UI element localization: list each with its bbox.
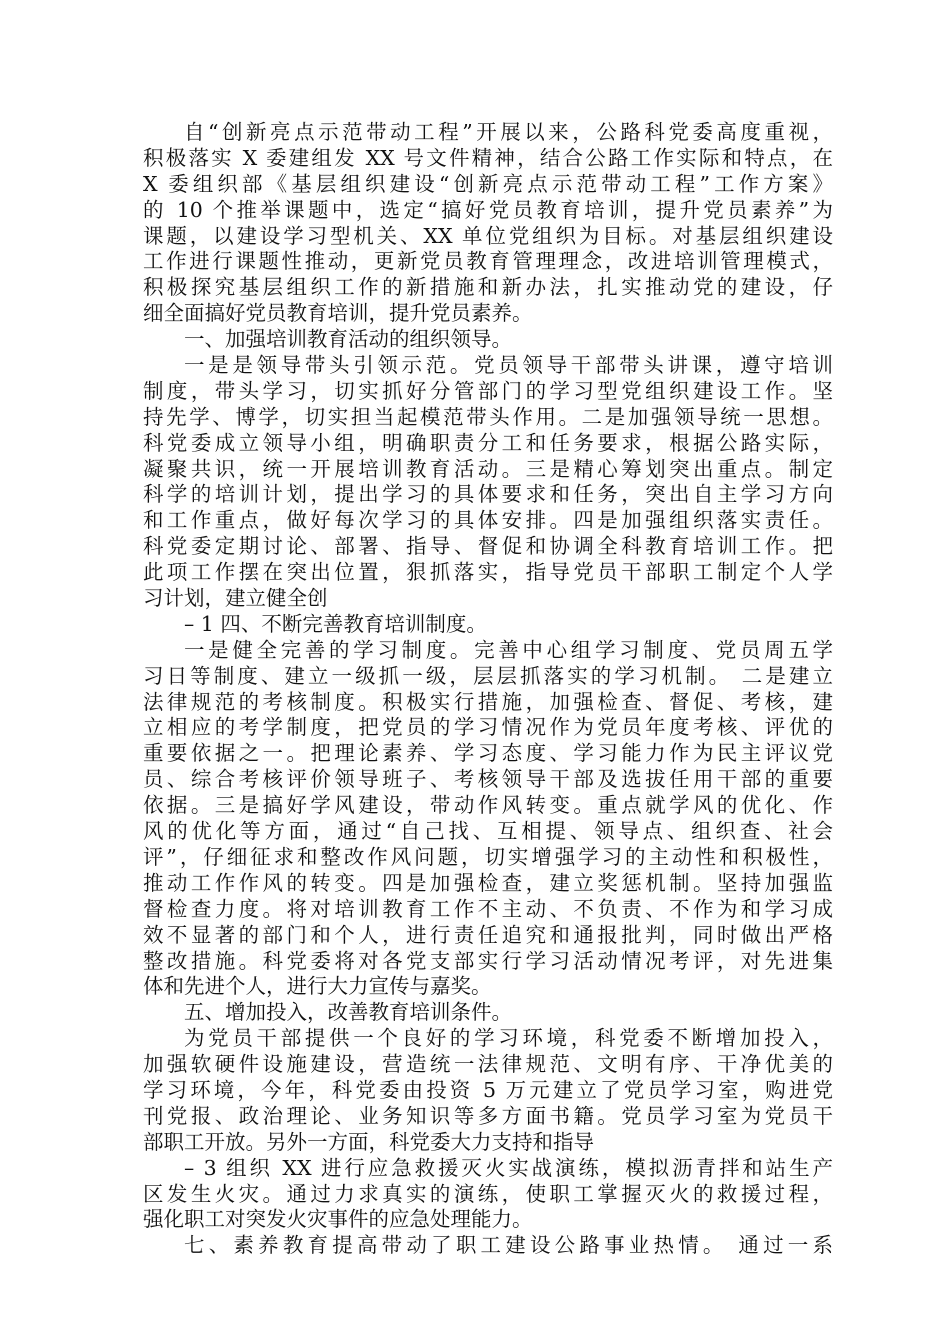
text-line: 为党员干部提供一个良好的学习环境，科党委不断增加投入， [184,1026,833,1051]
text-line: 科党委成立领导小组，明确职责分工和任务要求，根据公路实际， [143,430,833,455]
text-line: X 委组织部《基层组织建设“创新亮点示范带动工程”工作方案》 [143,171,833,196]
text-line: – 1 四、不断完善教育培训制度。 [184,611,487,636]
text-line: 习计划，建立健全创 [143,586,328,611]
text-line: – 3 组织 XX 进行应急救援灭火实战演练，模拟沥青拌和站生产 [184,1155,833,1180]
text-line: 积极探究基层组织工作的新措施和新办法，扎实推动党的建设，仔 [143,275,833,300]
text-line: 工作进行课题性推动，更新党员教育管理理念，改进培训管理模式， [143,249,833,274]
text-line: 部职工开放。另外一方面，科党委大力支持和指导 [143,1129,594,1154]
text-line: 自“创新亮点示范带动工程”开展以来，公路科党委高度重视， [184,120,833,144]
text-line: 评”，仔细征求和整改作风问题，切实增强学习的主动性和积极性， [143,844,833,869]
text-line: 学习环境，今年，科党委由投资 5 万元建立了党员学习室，购进党 [143,1077,833,1102]
text-line: 持先学、博学，切实担当起模范带头作用。二是加强领导统一思想。 [143,404,833,429]
text-line: 的 10 个推举课题中，选定“搞好党员教育培训，提升党员素养”为 [143,197,833,222]
text-line: 七、素养教育提高带动了职工建设公路事业热情。 通过一系 [184,1233,833,1258]
text-line: 推动工作作风的转变。四是加强检查，建立奖惩机制。坚持加强监 [143,870,833,895]
text-line: 依据。三是搞好学风建设，带动作风转变。重点就学风的优化、作 [143,793,833,818]
text-line: 一、加强培训教育活动的组织领导。 [184,327,512,352]
text-line: 员、综合考核评价领导班子、考核领导干部及选拔任用干部的重要 [143,767,833,792]
text-line: 立相应的考学制度，把党员的学习情况作为党员年度考核、评优的 [143,715,833,740]
text-line: 区发生火灾。通过力求真实的演练，使职工掌握灭火的救援过程， [143,1181,833,1206]
text-line: 重要依据之一。把理论素养、学习态度、学习能力作为民主评议党 [143,741,833,766]
text-line: 风的优化等方面，通过“自己找、互相提、领导点、组织查、社会 [143,819,833,844]
text-line: 此项工作摆在突出位置，狠抓落实，指导党员干部职工制定个人学 [143,560,833,585]
text-line: 凝聚共识，统一开展培训教育活动。三是精心筹划突出重点。制定 [143,456,833,481]
text-line: 积极落实 X 委建组发 XX 号文件精神，结合公路工作实际和特点，在 [143,145,833,170]
text-line: 加强软硬件设施建设，营造统一法律规范、文明有序、干净优美的 [143,1052,833,1077]
text-line: 细全面搞好党员教育培训，提升党员素养。 [143,301,533,326]
text-line: 科党委定期讨论、部署、指导、督促和协调全科教育培训工作。把 [143,534,833,559]
text-line: 制度，带头学习，切实抓好分管部门的学习型党组织建设工作。坚 [143,378,833,403]
text-line: 课题，以建设学习型机关、XX 单位党组织为目标。对基层组织建设 [143,223,833,248]
text-line: 五、增加投入，改善教育培训条件。 [184,1000,512,1025]
text-line: 刊党报、政治理论、业务知识等多方面书籍。党员学习室为党员干 [143,1103,833,1128]
text-line: 一是是领导带头引领示范。党员领导干部带头讲课，遵守培训 [184,353,833,378]
text-line: 和工作重点，做好每次学习的具体安排。四是加强组织落实责任。 [143,508,833,533]
text-line: 习日等制度、建立一级抓一级，层层抓落实的学习机制。 二是建立 [143,663,833,688]
text-line: 法律规范的考核制度。积极实行措施，加强检查、督促、考核，建 [143,689,833,714]
document-body [143,120,833,1259]
text-line: 整改措施。科党委将对各党支部实行学习活动情况考评，对先进集 [143,948,833,973]
text-line: 效不显著的部门和个人，进行责任追究和通报批判，同时做出严格 [143,922,833,947]
text-line: 督检查力度。将对培训教育工作不主动、不负责、不作为和学习成 [143,896,833,921]
text-line: 科学的培训计划，提出学习的具体要求和任务，突出自主学习方向 [143,482,833,507]
text-line: 一是健全完善的学习制度。完善中心组学习制度、党员周五学 [184,637,833,662]
text-line: 强化职工对突发火灾事件的应急处理能力。 [143,1207,533,1232]
text-line: 体和先进个人，进行大力宣传与嘉奖。 [143,974,492,999]
